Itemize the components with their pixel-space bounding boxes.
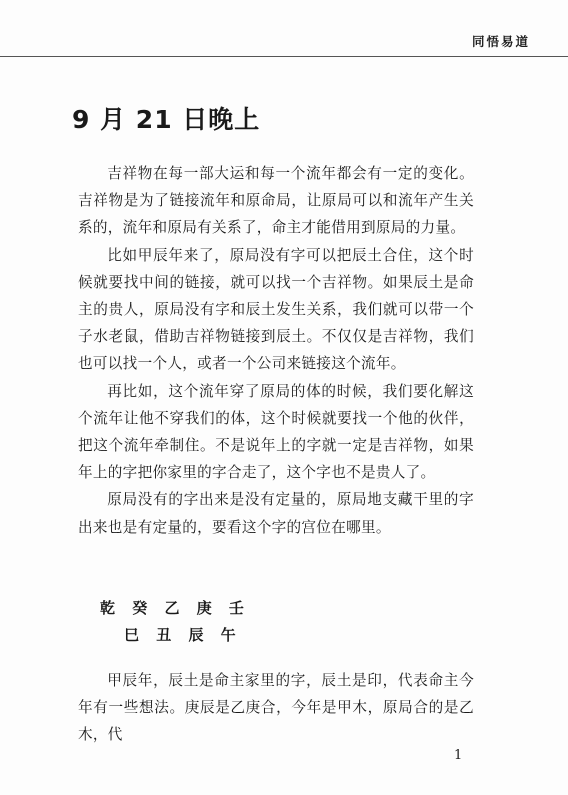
section-heading: 9 月 21 日晚上: [72, 105, 261, 134]
bazi-branches: 巳 丑 辰 午: [124, 626, 242, 644]
paragraph: 再比如，这个流年穿了原局的体的时候，我们要化解这个流年让他不穿我们的体，这个时候就要找一个他的伙伴，把这个流年牵制住。不是说年上的字就一定是吉祥物，如果年上的字把你家里的字合走了，这个字也不是贵人了。: [78, 382, 474, 482]
bazi-stems: 乾 癸 乙 庚 壬: [100, 599, 250, 617]
page-number: 1: [454, 748, 463, 763]
body-text: [78, 160, 474, 541]
paragraph: 原局没有的字出来是没有定量的，原局地支藏干里的字出来也是有定量的，要看这个字的宫位在哪里。: [78, 491, 474, 536]
book-title-header: 同悟易道: [472, 34, 531, 49]
paragraph: 比如甲辰年来了，原局没有字可以把辰土合住，这个时候就要找中间的链接，就可以找一个吉祥物。如果辰土是命主的贵人，原局没有字和辰土发生关系，我们就可以带一个子水老鼠，借助吉祥物链接到辰土。不仅仅是吉祥物，我们也可以找一个人，或者一个公司来链接这个流年。: [78, 246, 474, 373]
header-rule: [0, 56, 568, 57]
paragraph: 甲辰年，辰土是命主家里的字，辰土是印，代表命主今年有一些想法。庚辰是乙庚合，今年是甲木，原局合的是乙木，代: [78, 672, 474, 744]
paragraph: 吉祥物在每一部大运和每一个流年都会有一定的变化。吉祥物是为了链接流年和原命局，让原局可以和流年产生关系的，流年和原局有关系了，命主才能借用到原局的力量。: [78, 165, 474, 237]
body-text-continued: [78, 667, 474, 749]
